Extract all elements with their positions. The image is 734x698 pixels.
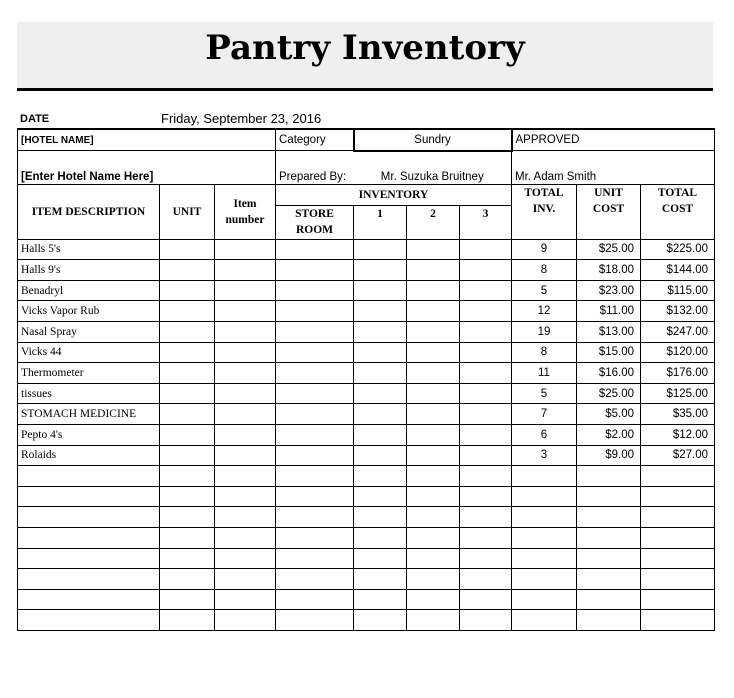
item-number-cell[interactable] <box>215 404 276 425</box>
total-inv-cell[interactable]: 11 <box>512 363 577 384</box>
inventory-2-cell[interactable] <box>407 528 460 549</box>
date-label: DATE <box>20 113 50 125</box>
store-room-cell[interactable] <box>276 280 354 301</box>
inventory-3-cell[interactable] <box>460 383 512 404</box>
blank-row <box>18 486 715 507</box>
col-header-store-room <box>276 205 354 239</box>
total-cost-cell[interactable] <box>641 528 715 549</box>
item-number-cell[interactable] <box>215 425 276 446</box>
store-room-cell[interactable] <box>276 301 354 322</box>
inventory-1-cell[interactable] <box>354 486 407 507</box>
hotel-name-value[interactable]: [Enter Hotel Name Here] <box>18 151 276 185</box>
col-header-item-description: ITEM DESCRIPTION <box>18 185 160 240</box>
unit-cost-cell[interactable] <box>577 569 641 590</box>
inventory-1-cell[interactable] <box>354 425 407 446</box>
inventory-3-cell[interactable] <box>460 569 512 590</box>
total-cost-line2: COST <box>661 203 694 216</box>
table-row <box>18 301 715 322</box>
inventory-2-cell[interactable] <box>407 425 460 446</box>
unit-cost-cell[interactable]: $18.00 <box>577 260 641 281</box>
inventory-3-cell[interactable] <box>460 342 512 363</box>
store-room-cell[interactable] <box>276 383 354 404</box>
total-inv-cell[interactable]: 12 <box>512 301 577 322</box>
total-inv-cell[interactable]: 5 <box>512 280 577 301</box>
col-header-2: 2 <box>407 205 460 239</box>
item-number-cell[interactable] <box>215 466 276 487</box>
inventory-3-cell[interactable] <box>460 322 512 343</box>
col-header-unit-cost <box>577 185 641 240</box>
inventory-3-cell[interactable] <box>460 507 512 528</box>
col-header-3: 3 <box>460 205 512 239</box>
store-room-cell[interactable] <box>276 342 354 363</box>
blank-row <box>18 466 715 487</box>
inventory-2-cell[interactable] <box>407 260 460 281</box>
total-inv-cell[interactable]: 9 <box>512 239 577 260</box>
approved-label: APPROVED <box>512 129 715 151</box>
inventory-2-cell[interactable] <box>407 589 460 610</box>
table-row <box>18 239 715 260</box>
blank-row <box>18 589 715 610</box>
item-number-cell[interactable] <box>215 301 276 322</box>
inventory-1-cell[interactable] <box>354 239 407 260</box>
total-inv-cell[interactable] <box>512 528 577 549</box>
inventory-1-cell[interactable] <box>354 610 407 631</box>
unit-cost-cell[interactable]: $15.00 <box>577 342 641 363</box>
inventory-2-cell[interactable] <box>407 404 460 425</box>
inventory-2-cell[interactable] <box>407 280 460 301</box>
table-row <box>18 445 715 466</box>
blank-row <box>18 507 715 528</box>
blank-row <box>18 528 715 549</box>
item-number-cell[interactable] <box>215 507 276 528</box>
total-cost-cell[interactable] <box>641 589 715 610</box>
total-inv-cell[interactable] <box>512 466 577 487</box>
total-cost-cell[interactable] <box>641 569 715 590</box>
data-rows <box>18 239 715 630</box>
inventory-1-cell[interactable] <box>354 363 407 384</box>
unit-cost-cell[interactable]: $16.00 <box>577 363 641 384</box>
total-inv-cell[interactable]: 5 <box>512 383 577 404</box>
item-number-cell[interactable] <box>215 486 276 507</box>
inventory-sheet <box>17 128 715 631</box>
inventory-1-cell[interactable] <box>354 322 407 343</box>
item-description-cell[interactable] <box>18 466 160 487</box>
item-description-cell[interactable] <box>18 610 160 631</box>
total-cost-cell[interactable]: $125.00 <box>641 383 715 404</box>
hotel-name-label: [HOTEL NAME] <box>18 129 276 151</box>
table-row <box>18 260 715 281</box>
inventory-3-cell[interactable] <box>460 239 512 260</box>
col-header-total-cost <box>641 185 715 240</box>
store-room-line2: ROOM <box>295 223 334 236</box>
item-description-cell[interactable]: Rolaids <box>18 445 160 466</box>
col-header-inventory: INVENTORY <box>276 185 512 206</box>
total-cost-cell[interactable]: $35.00 <box>641 404 715 425</box>
store-room-cell[interactable] <box>276 486 354 507</box>
col-header-item-number <box>215 185 276 240</box>
col-header-total-inv <box>512 185 577 240</box>
item-number-line2: number <box>225 213 265 226</box>
unit-cell[interactable] <box>160 239 215 260</box>
category-value[interactable]: Sundry <box>354 129 512 151</box>
inventory-1-cell[interactable] <box>354 445 407 466</box>
total-cost-cell[interactable]: $120.00 <box>641 342 715 363</box>
unit-cost-cell[interactable]: $9.00 <box>577 445 641 466</box>
unit-cost-cell[interactable]: $13.00 <box>577 322 641 343</box>
total-cost-cell[interactable]: $115.00 <box>641 280 715 301</box>
total-cost-cell[interactable]: $27.00 <box>641 445 715 466</box>
item-number-cell[interactable] <box>215 322 276 343</box>
unit-cell[interactable] <box>160 280 215 301</box>
unit-cost-cell[interactable]: $23.00 <box>577 280 641 301</box>
inventory-2-cell[interactable] <box>407 486 460 507</box>
inventory-2-cell[interactable] <box>407 445 460 466</box>
item-description-cell[interactable] <box>18 507 160 528</box>
unit-cost-cell[interactable] <box>577 528 641 549</box>
inventory-2-cell[interactable] <box>407 383 460 404</box>
total-inv-cell[interactable]: 7 <box>512 404 577 425</box>
store-room-cell[interactable] <box>276 610 354 631</box>
store-room-cell[interactable] <box>276 404 354 425</box>
inventory-3-cell[interactable] <box>460 445 512 466</box>
total-inv-cell[interactable] <box>512 486 577 507</box>
store-room-cell[interactable] <box>276 466 354 487</box>
inventory-3-cell[interactable] <box>460 404 512 425</box>
date-value[interactable]: Friday, September 23, 2016 <box>161 111 322 126</box>
item-description-cell[interactable]: Vicks 44 <box>18 342 160 363</box>
item-number-cell[interactable] <box>215 383 276 404</box>
item-description-cell[interactable]: tissues <box>18 383 160 404</box>
inventory-3-cell[interactable] <box>460 425 512 446</box>
item-description-cell[interactable]: Vicks Vapor Rub <box>18 301 160 322</box>
store-room-cell[interactable] <box>276 589 354 610</box>
inventory-1-cell[interactable] <box>354 507 407 528</box>
item-description-cell[interactable] <box>18 486 160 507</box>
item-description-cell[interactable] <box>18 569 160 590</box>
item-number-cell[interactable] <box>215 342 276 363</box>
store-room-line1: STORE <box>295 207 334 220</box>
inventory-2-cell[interactable] <box>407 239 460 260</box>
total-inv-cell[interactable]: 3 <box>512 445 577 466</box>
unit-cost-cell[interactable] <box>577 548 641 569</box>
unit-cell[interactable] <box>160 404 215 425</box>
store-room-cell[interactable] <box>276 363 354 384</box>
total-cost-cell[interactable] <box>641 507 715 528</box>
inventory-3-cell[interactable] <box>460 280 512 301</box>
inventory-1-cell[interactable] <box>354 404 407 425</box>
item-number-cell[interactable] <box>215 445 276 466</box>
unit-cost-cell[interactable] <box>577 589 641 610</box>
unit-cell[interactable] <box>160 445 215 466</box>
unit-cell[interactable] <box>160 610 215 631</box>
item-number-cell[interactable] <box>215 589 276 610</box>
page-title: Pantry Inventory <box>205 28 525 68</box>
inventory-1-cell[interactable] <box>354 301 407 322</box>
prepared-by-label: Prepared By: <box>276 151 354 185</box>
total-inv-cell[interactable] <box>512 589 577 610</box>
inventory-2-cell[interactable] <box>407 610 460 631</box>
inventory-3-cell[interactable] <box>460 260 512 281</box>
blank-row <box>18 548 715 569</box>
item-description-cell[interactable]: Benadryl <box>18 280 160 301</box>
total-cost-cell[interactable]: $176.00 <box>641 363 715 384</box>
total-inv-cell[interactable] <box>512 548 577 569</box>
item-description-cell[interactable]: STOMACH MEDICINE <box>18 404 160 425</box>
inventory-2-cell[interactable] <box>407 548 460 569</box>
unit-cost-cell[interactable]: $5.00 <box>577 404 641 425</box>
item-description-cell[interactable]: Halls 5's <box>18 239 160 260</box>
item-description-cell[interactable]: Halls 9's <box>18 260 160 281</box>
total-cost-cell[interactable]: $12.00 <box>641 425 715 446</box>
unit-cell[interactable] <box>160 301 215 322</box>
table-row <box>18 404 715 425</box>
inventory-1-cell[interactable] <box>354 342 407 363</box>
inventory-2-cell[interactable] <box>407 507 460 528</box>
prepared-by-value[interactable]: Mr. Suzuka Bruitney <box>354 151 512 185</box>
inventory-1-cell[interactable] <box>354 548 407 569</box>
title-band <box>17 22 713 91</box>
store-room-cell[interactable] <box>276 445 354 466</box>
blank-row <box>18 569 715 590</box>
total-inv-cell[interactable]: 19 <box>512 322 577 343</box>
unit-cell[interactable] <box>160 260 215 281</box>
item-number-cell[interactable] <box>215 610 276 631</box>
inventory-1-cell[interactable] <box>354 383 407 404</box>
unit-cell[interactable] <box>160 425 215 446</box>
unit-cost-cell[interactable] <box>577 466 641 487</box>
total-inv-cell[interactable] <box>512 610 577 631</box>
inventory-3-cell[interactable] <box>460 528 512 549</box>
item-number-cell[interactable] <box>215 548 276 569</box>
unit-cost-cell[interactable]: $25.00 <box>577 239 641 260</box>
item-number-cell[interactable] <box>215 528 276 549</box>
store-room-cell[interactable] <box>276 528 354 549</box>
inventory-3-cell[interactable] <box>460 363 512 384</box>
item-description-cell[interactable]: Nasal Spray <box>18 322 160 343</box>
unit-cell[interactable] <box>160 589 215 610</box>
item-description-cell[interactable]: Thermometer <box>18 363 160 384</box>
total-inv-cell[interactable]: 8 <box>512 260 577 281</box>
item-number-cell[interactable] <box>215 363 276 384</box>
store-room-cell[interactable] <box>276 548 354 569</box>
store-room-cell[interactable] <box>276 425 354 446</box>
category-label: Category <box>276 129 354 151</box>
col-header-unit: UNIT <box>160 185 215 240</box>
total-cost-cell[interactable]: $132.00 <box>641 301 715 322</box>
unit-cell[interactable] <box>160 363 215 384</box>
inventory-1-cell[interactable] <box>354 260 407 281</box>
item-description-cell[interactable] <box>18 528 160 549</box>
col-header-1: 1 <box>354 205 407 239</box>
inventory-3-cell[interactable] <box>460 301 512 322</box>
unit-cell[interactable] <box>160 486 215 507</box>
total-inv-cell[interactable]: 8 <box>512 342 577 363</box>
item-number-line1: Item <box>233 197 257 210</box>
item-number-cell[interactable] <box>215 280 276 301</box>
total-cost-line1: TOTAL <box>657 187 698 200</box>
store-room-cell[interactable] <box>276 260 354 281</box>
unit-cell[interactable] <box>160 528 215 549</box>
inventory-2-cell[interactable] <box>407 322 460 343</box>
inventory-2-cell[interactable] <box>407 569 460 590</box>
unit-cost-cell[interactable] <box>577 610 641 631</box>
item-number-cell[interactable] <box>215 260 276 281</box>
table-row <box>18 322 715 343</box>
unit-cost-cell[interactable] <box>577 486 641 507</box>
unit-cost-cell[interactable] <box>577 507 641 528</box>
inventory-3-cell[interactable] <box>460 589 512 610</box>
total-inv-cell[interactable]: 6 <box>512 425 577 446</box>
total-cost-cell[interactable] <box>641 548 715 569</box>
item-number-cell[interactable] <box>215 569 276 590</box>
total-cost-cell[interactable] <box>641 466 715 487</box>
inventory-1-cell[interactable] <box>354 466 407 487</box>
unit-cell[interactable] <box>160 383 215 404</box>
table-row <box>18 280 715 301</box>
unit-cell[interactable] <box>160 507 215 528</box>
store-room-cell[interactable] <box>276 569 354 590</box>
total-cost-cell[interactable]: $225.00 <box>641 239 715 260</box>
store-room-cell[interactable] <box>276 322 354 343</box>
inventory-3-cell[interactable] <box>460 466 512 487</box>
total-cost-cell[interactable] <box>641 486 715 507</box>
inventory-1-cell[interactable] <box>354 589 407 610</box>
unit-cell[interactable] <box>160 466 215 487</box>
table-row <box>18 363 715 384</box>
inventory-3-cell[interactable] <box>460 486 512 507</box>
inventory-2-cell[interactable] <box>407 466 460 487</box>
unit-cell[interactable] <box>160 342 215 363</box>
store-room-cell[interactable] <box>276 239 354 260</box>
unit-cell[interactable] <box>160 322 215 343</box>
unit-cost-cell[interactable]: $25.00 <box>577 383 641 404</box>
inventory-3-cell[interactable] <box>460 610 512 631</box>
table-row <box>18 425 715 446</box>
total-inv-cell[interactable] <box>512 507 577 528</box>
unit-cost-line2: COST <box>592 203 625 216</box>
inventory-1-cell[interactable] <box>354 280 407 301</box>
unit-cell[interactable] <box>160 569 215 590</box>
table-row <box>18 342 715 363</box>
inventory-2-cell[interactable] <box>407 342 460 363</box>
unit-cost-cell[interactable]: $2.00 <box>577 425 641 446</box>
item-description-cell[interactable]: Pepto 4's <box>18 425 160 446</box>
total-cost-cell[interactable]: $144.00 <box>641 260 715 281</box>
total-inv-line2: INV. <box>532 203 556 216</box>
store-room-cell[interactable] <box>276 507 354 528</box>
unit-cell[interactable] <box>160 548 215 569</box>
item-description-cell[interactable] <box>18 589 160 610</box>
inventory-2-cell[interactable] <box>407 301 460 322</box>
inventory-3-cell[interactable] <box>460 548 512 569</box>
inventory-1-cell[interactable] <box>354 569 407 590</box>
item-description-cell[interactable] <box>18 548 160 569</box>
inventory-1-cell[interactable] <box>354 528 407 549</box>
unit-cost-line1: UNIT <box>594 187 623 200</box>
total-inv-line1: TOTAL <box>524 187 564 200</box>
table-row <box>18 383 715 404</box>
inventory-2-cell[interactable] <box>407 363 460 384</box>
approved-by-value[interactable]: Mr. Adam Smith <box>512 151 715 185</box>
total-cost-cell[interactable] <box>641 610 715 631</box>
total-cost-cell[interactable]: $247.00 <box>641 322 715 343</box>
item-number-cell[interactable] <box>215 239 276 260</box>
unit-cost-cell[interactable]: $11.00 <box>577 301 641 322</box>
total-inv-cell[interactable] <box>512 569 577 590</box>
blank-row <box>18 610 715 631</box>
